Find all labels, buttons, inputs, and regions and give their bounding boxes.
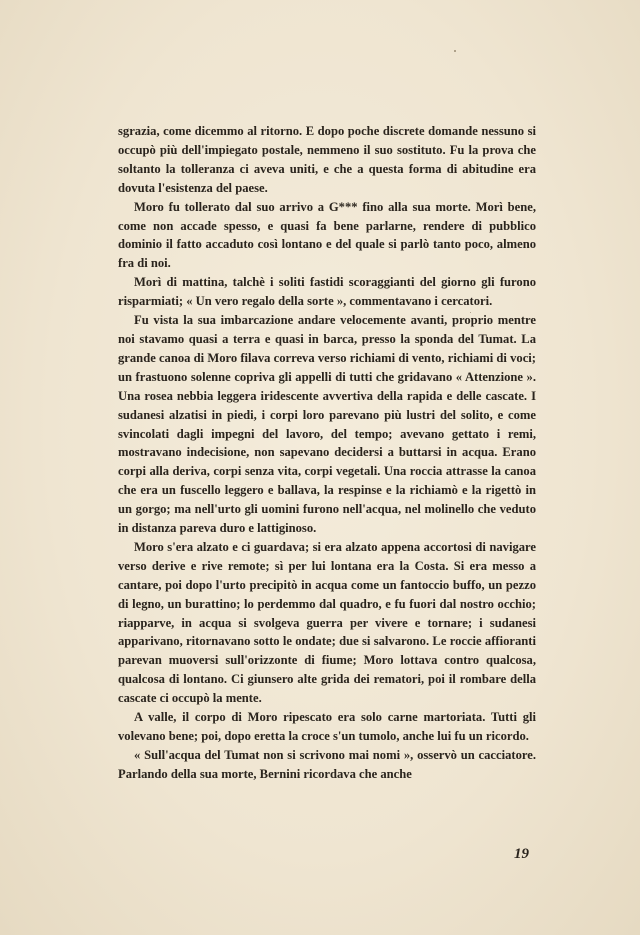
- paragraph-1: sgrazia, come dicemmo al ritorno. E dopo poche discrete domande nessuno si occupò più dell'impiegato postale, nemmeno il suo sostituto. Fu la prova che soltanto la tolleranza ci aveva uniti, e che a questa forma di abitudine era dovuta l'esistenza del paese.: [118, 124, 536, 195]
- paper-speck: [454, 50, 456, 52]
- paragraph-6: A valle, il corpo di Moro ripescato era solo carne martoriata. Tutti gli volevano bene; poi, dopo eretta la croce s'un tumolo, anche lui fu un ricordo.: [118, 710, 536, 743]
- body-text: [118, 122, 536, 784]
- paragraph-3: Morì di mattina, talchè i soliti fastidi scoraggianti del giorno gli furono risparmiati; « Un vero regalo della sorte », commentavano i cercatori.: [118, 275, 536, 309]
- paragraph-4: Fu vista la sua imbarcazione andare velocemente avanti, proprio mentre noi stavamo quasi a terra e quasi in barca, presso la sponda del Tumat. La grande canoa di Moro filava correva verso richiami di vento, richiami di voci; un frastuono solenne copriva gli appelli di tutti che gridavano « Attenzione ». Una rosea nebbia leggera iridescente avvertiva della rapida e delle cascate. I sudanesi alzatisi in piedi, i corpi loro parevano più lustri del solito, e come svincolati dagli impegni del lavoro, del tempo; avevano gettato i remi, mostravano indecisione, non sapevano decidersi a buttarsi in acqua. Erano corpi alla deriva, corpi senza vita, corpi vegetali. Una roccia attrasse la canoa che era un fuscello leggero e ballava, la respinse e la richiamò e la rigettò in un gorgo; ma nell'urto gli uomini furono nell'acqua, nel molinello che veduto in distanza pareva duro e lattiginoso.: [118, 313, 536, 536]
- page-number: 19: [514, 846, 529, 862]
- paragraph-2: Moro fu tollerato dal suo arrivo a G*** fino alla sua morte. Morì bene, come non accade spesso, e quasi fa bene parlarne, rendere di pubblico dominio il fatto accaduto così lontano e del quale si parlò tanto poco, almeno fra di noi.: [118, 199, 536, 271]
- paragraph-5: Moro s'era alzato e ci guardava; si era alzato appena accortosi di navigare verso derive e rive remote; sì per lui lontana era la Costa. Si era messo a cantare, poi dopo l'urto precipitò in acqua come un fantoccio buffo, un pezzo di legno, un burattino; lo perdemmo dal quadro, e fu fuori dal nostro occhio; riapparve, in acqua si svolgeva guerra per vivere e tornare; i sudanesi apparivano, ritornavano sotto le ondate; due si salvarono. Le roccie affioranti parevan muoversi sull'orizzonte di fiume; Moro lottava contro qualcosa, qualcosa di lontano. Ci giunsero alte grida dei rematori, poi il rombare della cascate ci occupò la mente.: [118, 539, 536, 706]
- paragraph-7: « Sull'acqua del Tumat non si scrivono mai nomi », osservò un cacciatore. Parlando della sua morte, Bernini ricordava che anche: [118, 747, 536, 781]
